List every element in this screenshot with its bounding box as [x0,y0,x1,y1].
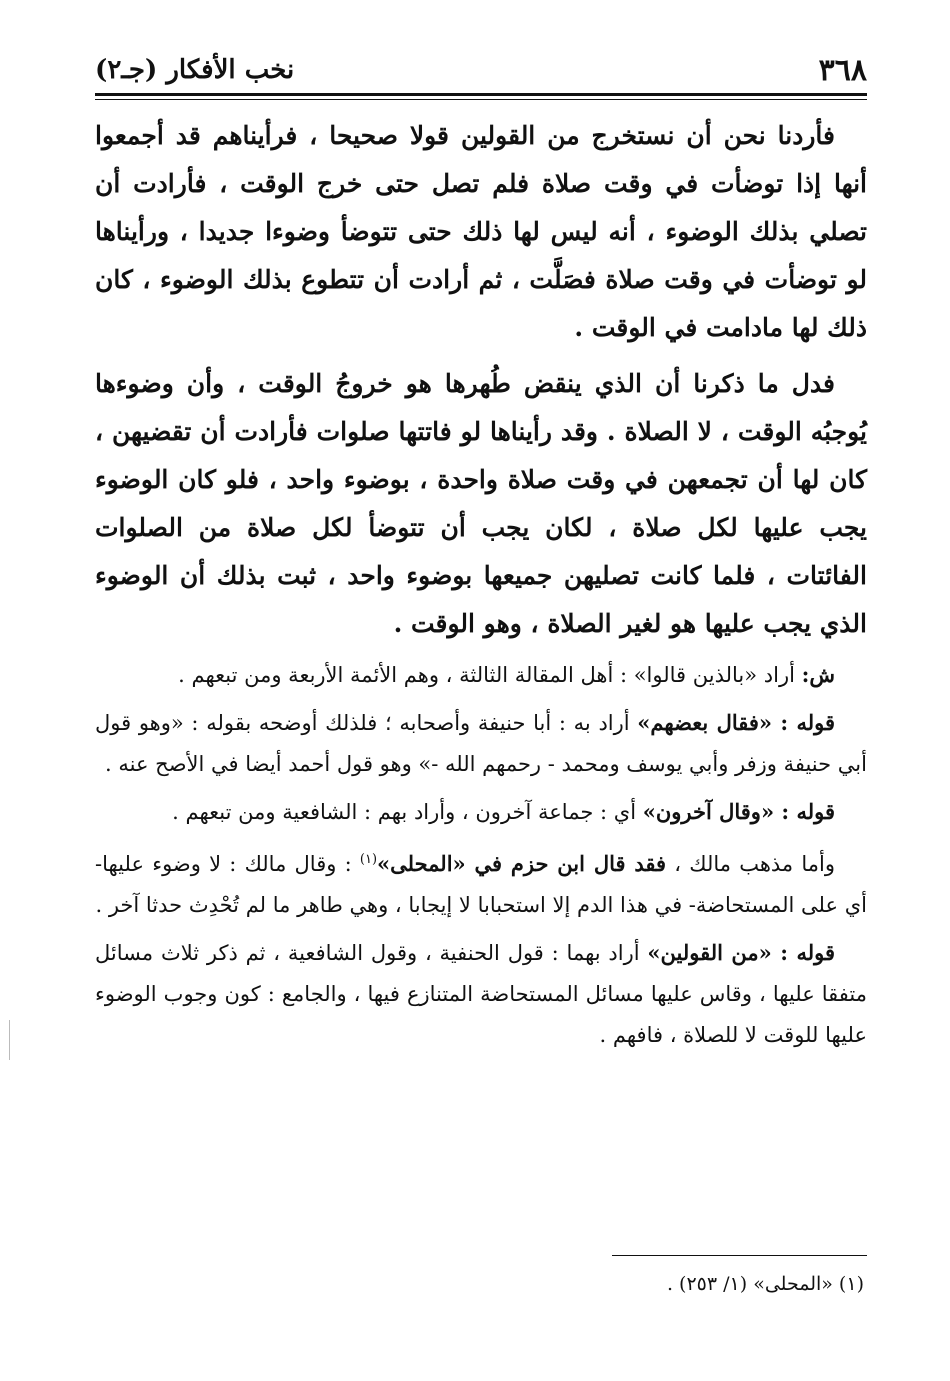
running-title: نخب الأفكار (جـ٢) [95,55,295,85]
commentary-paragraph-4 [95,839,867,926]
commentary-text: أراد «بالذين قالوا» : أهل المقالة الثالثة ، وهم الأئمة الأربعة ومن تبعهم . [178,663,802,687]
commentary-paragraph-1 [95,654,867,696]
commentary-paragraph-5 [95,932,867,1056]
header-rule-thin [95,99,867,100]
paragraph-1: فأردنا نحن أن نستخرج من القولين قولا صحيحا ، فرأيناهم قد أجمعوا أنها إذا توضأت في وقت صلاة فلم تصل حتى خرج الوقت ، فأرادت أن تصلي بذلك الوضوء ، أنه ليس لها ذلك حتى تتوضأ وضوءا جديدا ، ورأيناها لو توضأت في وقت صلاة فصَلَّت ، ثم أرادت أن تتطوع بذلك الوضوء ، كان ذلك لها مادامت في الوقت . [95,121,867,342]
quoted-lemma: «فقال بعضهم» [637,710,773,735]
commentary-text-pre: وأما مذهب مالك ، [666,852,835,876]
quoted-lemma: «وقال آخرون» [642,799,775,824]
scan-margin-mark [9,1020,10,1060]
page-number: ٣٦٨ [818,52,867,88]
qawluh-label: قوله : [772,710,835,735]
running-header [95,48,867,92]
paragraph-2: فدل ما ذكرنا أن الذي ينقض طُهرها هو خروجُ الوقت ، وأن وضوءها يُوجبُه الوقت ، لا الصلاة . وقد رأيناها لو فاتتها صلوات فأرادت أن تقضيهن ، كان لها أن تجمعهن في وقت صلاة واحدة ، بوضوء واحد ، فلو كان الوضوء يجب عليها لكل صلاة ، لكان يجب أن تتوضأ لكل صلاة من الصلوات الفائتات ، فلما كانت تصليهن جميعها بوضوء واحد ، ثبت بذلك أن الوضوء الذي يجب عليها هو لغير الصلاة ، وهو الوقت . [95,369,867,638]
header-rule-thick [95,93,867,96]
commentary-text: : وقال مالك : لا وضوء عليها- أي على المستحاضة- في هذا الدم إلا استحبابا لا إيجابا ، وهي طاهر ما لم تُحْدِث حدثا آخر . [95,852,867,917]
commentary-paragraph-3 [95,791,867,833]
commentary-marker: ش: [801,662,835,687]
quoted-lemma: «من القولين» [647,940,772,965]
footnote: (١) «المحلى» (١/ ٢٥٣) . [666,1273,864,1295]
footnote-reference[interactable]: (١) [359,852,378,867]
commentary-text: أي : جماعة آخرون ، وأراد بهم : الشافعية ومن تبعهم . [172,800,643,824]
main-text [95,112,867,1056]
quoted-source: فقد قال ابن حزم في «المحلى» [377,851,667,876]
commentary-text: أراد به : أبا حنيفة وأصحابه ؛ فلذلك أوضحه بقوله : «وهو قول أبي حنيفة وزفر وأبي يوسف ومحمد - رحمهم الله -» وهو قول أحمد أيضا في الأصح عنه . [95,711,867,776]
commentary-paragraph-2 [95,702,867,785]
qawluh-label: قوله : [771,940,835,965]
qawluh-label: قوله : [774,799,835,824]
commentary-text: أراد بهما : قول الحنفية ، وقول الشافعية ، ثم ذكر ثلاث مسائل متفقا عليها ، وقاس عليها مسائل المستحاضة المتنازع فيها ، والجامع : كون وجوب الوضوء عليها للوقت لا للصلاة ، فافهم . [95,941,867,1047]
footnote-separator [612,1255,867,1256]
